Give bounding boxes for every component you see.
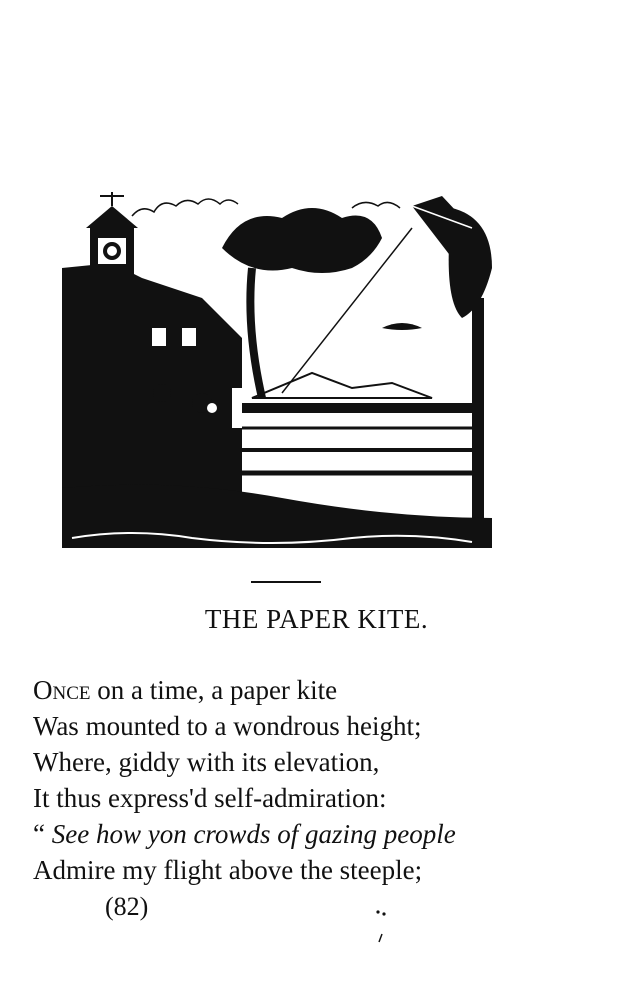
poem-line-1-rest: on a time, a paper kite bbox=[90, 675, 338, 705]
poem-line-1 bbox=[33, 672, 613, 708]
poem-text bbox=[33, 672, 613, 888]
poem-title: THE PAPER KITE. bbox=[204, 604, 429, 634]
poem-line-4: It thus express'd self-admiration: bbox=[33, 783, 387, 813]
poem-line-2: Was mounted to a wondrous height; bbox=[33, 711, 422, 741]
poem-line-3: Where, giddy with its elevation, bbox=[33, 747, 380, 777]
poem-line-6: Admire my flight above the steeple; bbox=[33, 855, 423, 885]
page-number: (82) bbox=[105, 892, 149, 921]
open-quote: “ bbox=[33, 819, 52, 849]
ink-specks-decoration bbox=[372, 902, 392, 948]
kite-illustration bbox=[52, 188, 500, 560]
engraving-image bbox=[52, 188, 500, 560]
poem-line-5-rest: See how yon crowds of gazing people bbox=[51, 819, 456, 849]
drop-word: Once bbox=[33, 675, 91, 705]
poem-line-5 bbox=[33, 816, 613, 852]
title-divider-rule bbox=[251, 581, 321, 583]
